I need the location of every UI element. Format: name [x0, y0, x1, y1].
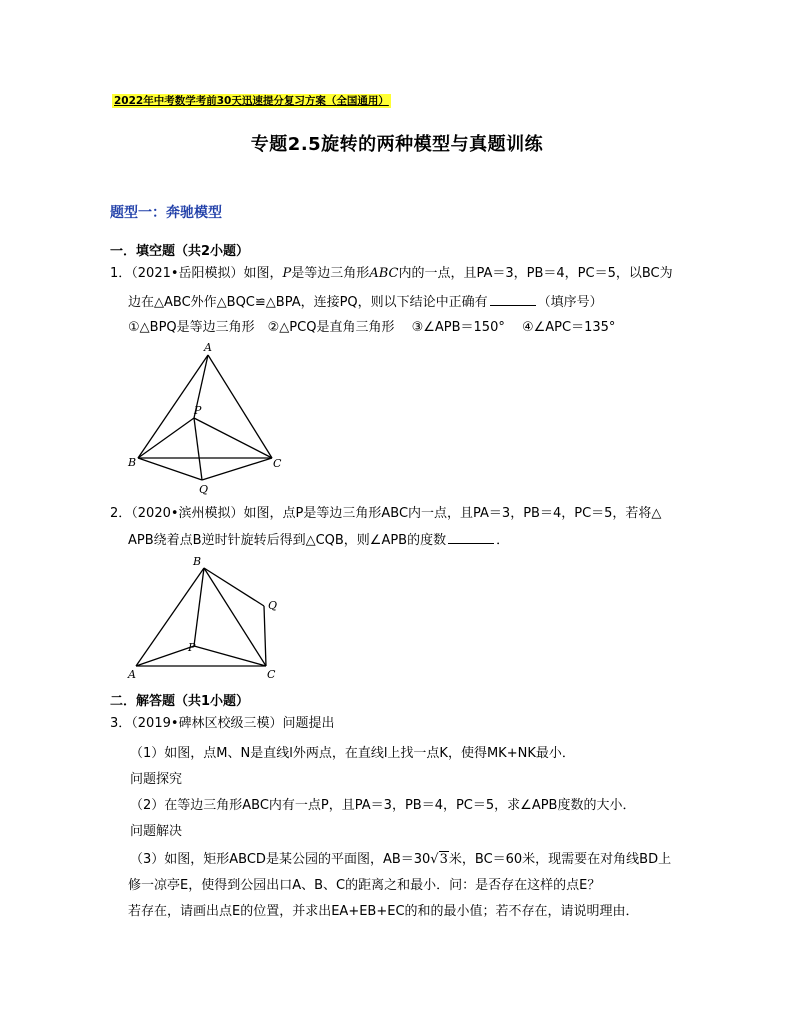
- answer-blank[interactable]: [448, 530, 494, 544]
- question-1-options: ①△BPQ是等边三角形 ②△PCQ是直角三角形 ③∠APB＝150° ④∠APC＝135°: [128, 320, 616, 335]
- question-3-line-5: [130, 850, 671, 870]
- question-number: 3．: [110, 716, 132, 731]
- question-2-line-2: [128, 530, 509, 551]
- question-text: （填序号）: [537, 295, 603, 310]
- question-text: 内的一点，且: [398, 266, 477, 281]
- question-1-line-1: [110, 264, 673, 284]
- question-3-line-0: [110, 714, 335, 734]
- question-text: 是等边三角形: [291, 266, 370, 281]
- question-3-line-6: 修一凉亭E，使得到公园出口A、B、C的距离之和最小．问：是否存在这样的点E？: [128, 878, 601, 893]
- question-3-line-4: 问题解决: [130, 824, 183, 839]
- figure-q2: [120, 550, 290, 685]
- vertex-label-B: B: [128, 456, 137, 469]
- answer-blank[interactable]: [490, 292, 536, 306]
- question-text: APB绕着点B逆时针旋转后得到△CQB，则∠APB的度数: [128, 533, 447, 548]
- vertex-label-B: B: [193, 555, 202, 568]
- question-number: 2．: [110, 506, 132, 521]
- header-tag: 2022年中考数学考前30天迅速提分复习方案（全国通用）: [114, 95, 389, 107]
- question-text: 米，BC＝60米，现需要在对角线BD上: [448, 852, 672, 867]
- vertex-label-C: C: [273, 457, 282, 470]
- question-number: 1．: [110, 266, 132, 281]
- part-title-answer: 二．解答题（共1小题）: [110, 694, 250, 709]
- question-1-line-2: [128, 292, 603, 313]
- vertex-label-A: A: [204, 341, 212, 354]
- question-text: PA＝3，PB＝4，PC＝5，以BC为: [476, 266, 673, 281]
- question-text: （2019•碑林区校级三模）问题提出: [131, 716, 335, 731]
- question-3-line-2: 问题探究: [130, 772, 183, 787]
- figure-q1: [120, 340, 300, 500]
- question-3-line-7: 若存在，请画出点E的位置，并求出EA+EB+EC的和的最小值；若不存在，请说明理由．: [128, 904, 639, 919]
- section-title: 题型一：奔驰模型: [110, 205, 222, 221]
- question-text: （2021•岳阳模拟）如图，: [131, 266, 283, 281]
- question-3-line-1: （1）如图，点M、N是直线l外两点，在直线l上找一点K，使得MK+NK最小．: [130, 746, 575, 761]
- sqrt-sign: √: [430, 852, 439, 867]
- question-text: （3）如图，矩形ABCD是某公园的平面图，AB＝30: [130, 852, 431, 867]
- vertex-label-Q: Q: [199, 483, 209, 496]
- part-title-fill-in: 一．填空题（共2小题）: [110, 244, 250, 259]
- document-title: 专题2.5旋转的两种模型与真题训练: [250, 134, 544, 155]
- vertex-label-A: A: [128, 668, 136, 681]
- question-text: （2020•滨州模拟）如图，点P是等边三角形ABC内一点，且PA＝3，PB＝4，PC＝5，若将△: [131, 506, 662, 521]
- question-2-line-1: [110, 504, 661, 524]
- question-text: P: [282, 266, 292, 281]
- vertex-label-C: C: [267, 668, 276, 681]
- question-text: 边在△: [128, 295, 164, 310]
- question-text: ．: [496, 533, 510, 548]
- question-text: ABC: [369, 266, 399, 281]
- sqrt-radicand: 3: [439, 852, 448, 867]
- vertex-label-P: P: [188, 641, 196, 654]
- question-text: ABC外作△BQC≌△BPA，连接PQ，则以下结论中正确有: [164, 295, 488, 310]
- question-3-line-3: （2）在等边三角形ABC内有一点P，且PA＝3，PB＝4，PC＝5，求∠APB度数的大小．: [130, 798, 636, 813]
- vertex-label-Q: Q: [268, 599, 278, 612]
- vertex-label-P: P: [194, 404, 202, 417]
